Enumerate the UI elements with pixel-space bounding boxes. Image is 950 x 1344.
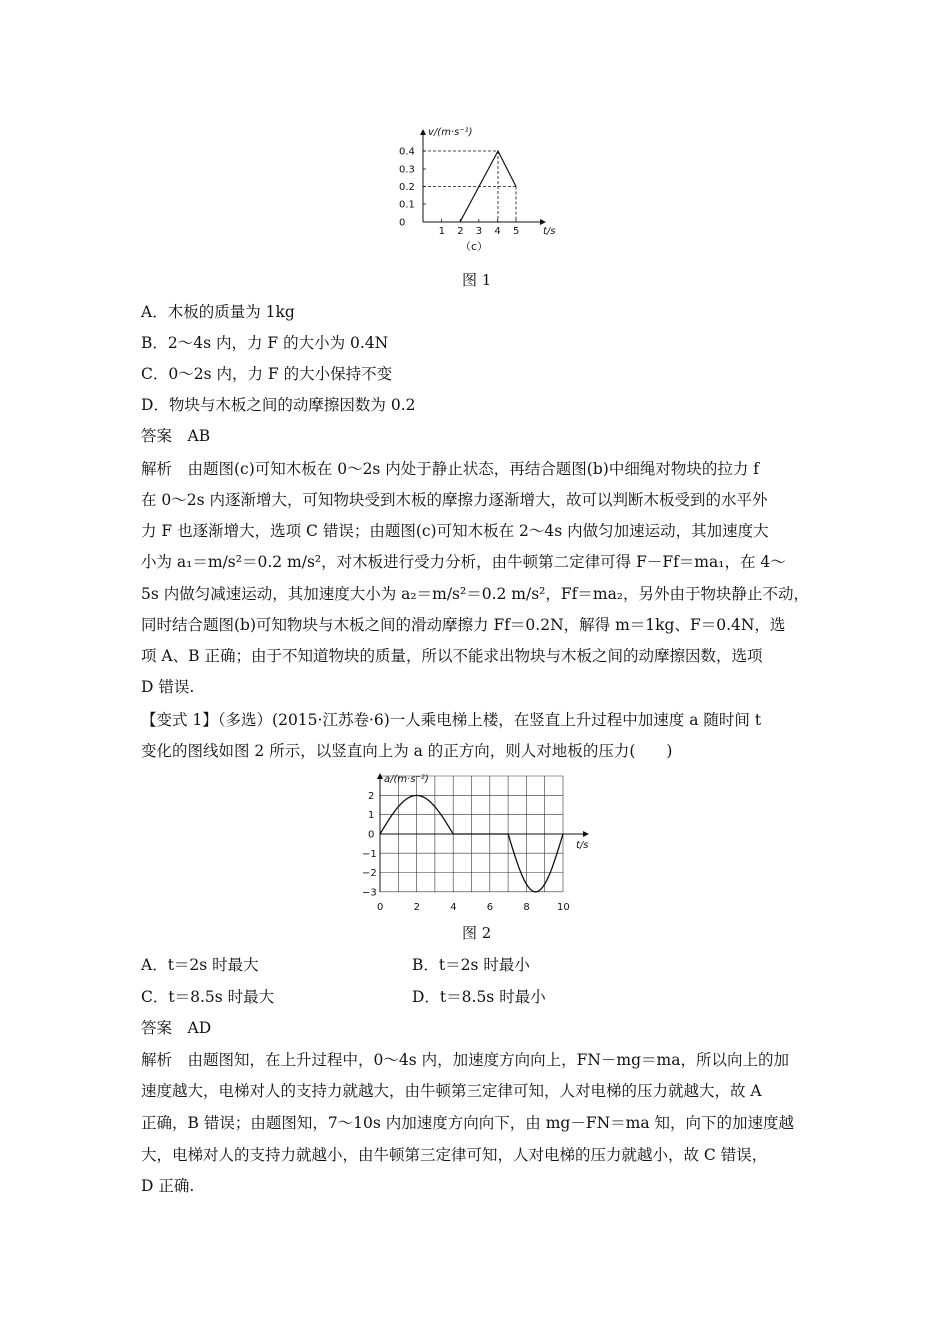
q1-analysis-line: D 错误. xyxy=(141,678,195,696)
y-tick-label: 0.3 xyxy=(399,164,415,176)
x-tick-label: 0 xyxy=(377,902,384,913)
y-axis-label: v/(m·s⁻¹) xyxy=(428,127,473,138)
q1-option-c: C．0～2s 内，力 F 的大小保持不变 xyxy=(141,365,393,383)
y-tick-label: 0 xyxy=(399,217,406,229)
q2-analysis-line: 解析 由题图知，在上升过程中，0～4s 内，加速度方向向上，FN－mg＝ma，所以向上的加 xyxy=(141,1051,789,1069)
q2-stem: 【变式 1】（多选）(2015·江苏卷·6)一人乘电梯上楼，在竖直上升过程中加速度 a 随时间 t xyxy=(141,711,762,729)
q2-stem: 变化的图线如图 2 所示，以竖直向上为 a 的正方向，则人对地板的压力( ) xyxy=(141,742,673,760)
q2-option-c: C．t＝8.5s 时最大 xyxy=(141,988,275,1006)
q1-analysis-line: 解析 由题图(c)可知木板在 0～2s 内处于静止状态，再结合题图(b)中细绳对物块的拉力 f xyxy=(141,460,759,478)
y-tick-label: 0.4 xyxy=(399,146,415,158)
y-axis-label: a/(m·s⁻²) xyxy=(384,774,429,785)
y-tick-label: −3 xyxy=(362,887,377,899)
x-tick-label: 1 xyxy=(438,226,445,237)
x-tick-label: 6 xyxy=(486,902,494,913)
x-axis-label: t/s xyxy=(576,840,589,851)
y-tick-label: 0.1 xyxy=(399,199,415,211)
figure2-at-graph xyxy=(360,770,600,915)
q1-analysis-line: 小为 a₁＝m/s²＝0.2 m/s²，对木板进行受力分析，由牛顿第二定律可得 F－Ff＝ma₁，在 4～ xyxy=(141,553,786,571)
q2-answer: 答案 AD xyxy=(141,1019,212,1037)
figure2-caption: 图 2 xyxy=(462,924,492,942)
q1-analysis-line: 同时结合题图(b)可知物块与木板之间的滑动摩擦力 Ff＝0.2N，解得 m＝1kg、F＝0.4N，选 xyxy=(141,616,786,634)
q1-analysis-line: 力 F 也逐渐增大，选项 C 错误；由题图(c)可知木板在 2～4s 内做匀加速运动，其加速度大 xyxy=(141,522,769,540)
q2-option-b: B．t＝2s 时最小 xyxy=(412,956,530,974)
y-tick-label: 0 xyxy=(368,829,375,841)
x-axis-label: t/s xyxy=(543,226,556,237)
y-tick-label: 2 xyxy=(368,790,375,802)
figure1-vt-graph xyxy=(395,120,565,260)
y-tick-label: 0.2 xyxy=(399,182,415,193)
x-tick-label: 2 xyxy=(413,902,420,913)
q2-option-d: D．t＝8.5s 时最小 xyxy=(412,988,546,1006)
q1-option-d: D．物块与木板之间的动摩擦因数为 0.2 xyxy=(141,396,416,414)
q1-analysis-line: 在 0～2s 内逐渐增大，可知物块受到木板的摩擦力逐渐增大，故可以判断木板受到的水平外 xyxy=(141,491,768,509)
x-tick-label: 2 xyxy=(457,226,464,237)
x-tick-label: 8 xyxy=(523,902,530,913)
x-tick-label: 4 xyxy=(494,226,501,237)
x-tick-label: 3 xyxy=(475,226,483,237)
y-tick-label: 1 xyxy=(368,810,375,822)
q2-analysis-line: 正确，B 错误；由题图知，7～10s 内加速度方向向下，由 mg－FN＝ma 知，向下的加速度越 xyxy=(141,1114,795,1132)
y-tick-label: −1 xyxy=(362,848,377,860)
x-tick-label: 4 xyxy=(450,902,457,913)
q2-analysis-line: D 正确. xyxy=(141,1177,195,1195)
y-tick-label: −2 xyxy=(362,868,377,880)
q1-option-b: B．2～4s 内，力 F 的大小为 0.4N xyxy=(141,334,389,352)
q1-answer: 答案 AB xyxy=(141,427,211,445)
x-tick-label: 5 xyxy=(513,226,520,237)
q1-analysis-line: 5s 内做匀减速运动，其加速度大小为 a₂＝m/s²＝0.2 m/s²，Ff＝ma₂，另外由于物块静止不动， xyxy=(141,585,810,603)
figure1-caption: 图 1 xyxy=(462,271,492,289)
q1-analysis-line: 项 A、B 正确；由于不知道物块的质量，所以不能求出物块与木板之间的动摩擦因数，选项 xyxy=(141,647,763,665)
q2-option-a: A．t＝2s 时最大 xyxy=(141,956,259,974)
figure1-sublabel: （c） xyxy=(460,240,489,253)
q1-option-a: A．木板的质量为 1kg xyxy=(141,303,295,321)
q2-analysis-line: 大，电梯对人的支持力就越小，由牛顿第三定律可知，人对电梯的压力就越小，故 C 错误， xyxy=(141,1146,768,1164)
x-tick-label: 10 xyxy=(557,902,570,913)
q2-analysis-line: 速度越大，电梯对人的支持力就越大，由牛顿第三定律可知，人对电梯的压力就越大，故 A xyxy=(141,1082,762,1100)
